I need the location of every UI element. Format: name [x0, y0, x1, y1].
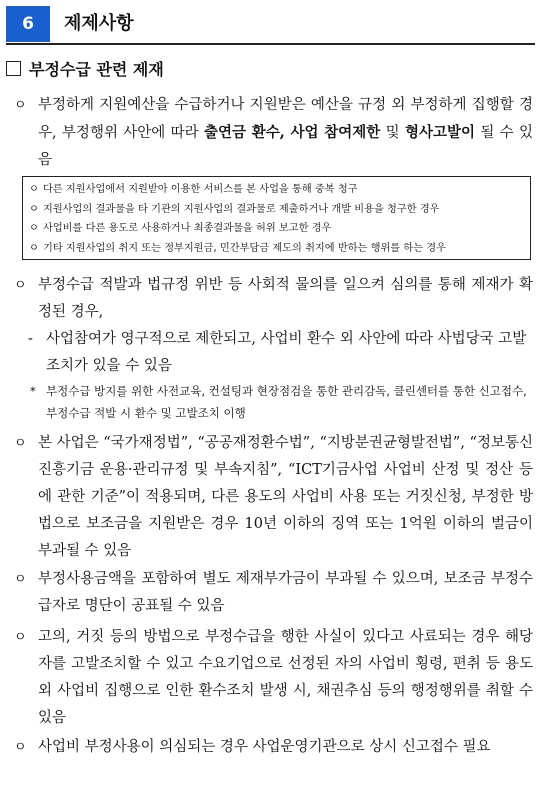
paragraph-6-text: 사업비 부정사용이 의심되는 경우 사업운영기관으로 상시 신고접수 필요 — [38, 739, 491, 755]
example-item — [29, 200, 524, 220]
paragraph-2-footnote-text: 부정수급 방지를 위한 사전교육, 컨설팅과 현장점검을 통한 관리감독, 클린센터를 통한 신고접수, 부정수급 적발 시 환수 및 고발조치 이행 — [46, 384, 527, 420]
example-item — [29, 239, 524, 259]
example-item — [29, 180, 524, 200]
bold-segment: 출연금 환수, 사업 참여제한 — [203, 124, 381, 141]
paragraph-6 — [14, 734, 533, 761]
bullet-circle-icon: ㅇ — [14, 740, 27, 755]
paragraph-5-text: 고의, 거짓 등의 방법으로 부정수급을 행한 사실이 있다고 사료되는 경우 해당자를 고발조치할 수 있고 수요기업으로 선정된 자의 사업비 횡령, 편취 등 용도 외 사업비 집행으로 인한 환수조치 발생 시, 채권추심 등의 행정행위를 취할 수 있음 — [38, 629, 533, 726]
section-title: 제제사항 — [64, 13, 134, 34]
paragraph-3 — [14, 430, 533, 565]
section-number: 6 — [6, 6, 50, 42]
example-item-text: 다른 지원사업에서 지원받아 이용한 서비스를 본 사업을 통해 중복 청구 — [43, 184, 358, 195]
text-segment: 될 수 있음 — [38, 125, 533, 168]
paragraph-2 — [14, 272, 533, 326]
paragraph-1 — [14, 92, 533, 174]
text-segment: 및 — [380, 125, 405, 141]
paragraph-5 — [14, 624, 533, 732]
paragraph-4-text: 부정사용금액을 포함하여 별도 제재부가금이 부과될 수 있으며, 보조금 부정수급자로 명단이 공표될 수 있음 — [38, 571, 533, 614]
text-segment: 부정하게 지원예산을 수급하거나 지원받은 예산을 규정 외 부정하게 집행할 경우, 부정행위 사안에 따라 — [38, 97, 533, 141]
bullet-circle-icon: ㅇ — [14, 630, 27, 645]
section-header — [0, 3, 543, 45]
bullet-circle-icon: ㅇ — [14, 572, 27, 587]
bullet-asterisk: * — [30, 384, 36, 398]
bullet-circle-icon: ㅇ — [14, 98, 27, 113]
example-item-text: 사업비를 다른 용도로 사용하거나 최종결과물을 허위 보고한 경우 — [43, 223, 332, 234]
bullet-circle-icon: ㅇ — [14, 278, 27, 293]
paragraph-2-subitem — [28, 326, 533, 380]
header-divider — [6, 43, 535, 45]
bullet-circle-icon: ㅇ — [29, 242, 39, 254]
paragraph-2-subitem-text: 사업참여가 영구적으로 제한되고, 사업비 환수 외 사안에 따라 사법당국 고발조치가 있을 수 있음 — [46, 331, 527, 374]
checkbox-square-icon — [6, 61, 21, 76]
bullet-circle-icon: ㅇ — [29, 203, 39, 215]
paragraph-2-footnote — [30, 380, 533, 424]
bullet-circle-icon: ㅇ — [29, 184, 39, 195]
paragraph-2-text: 부정수급 적발과 법규정 위반 등 사회적 물의를 일으켜 심의를 통해 제재가 확정된 경우, — [38, 277, 533, 320]
example-item — [29, 219, 524, 239]
example-box — [22, 176, 531, 260]
example-item-text: 기타 지원사업의 취지 또는 정부지원금, 민간부담금 제도의 취지에 반하는 행위를 하는 경우 — [43, 242, 446, 254]
subsection-title: 부정수급 관련 제재 — [29, 60, 164, 79]
bullet-circle-icon: ㅇ — [29, 223, 39, 234]
paragraph-3-text: 본 사업은 “국가재정법”, “공공재정환수법”, “지방분권균형발전법”, “정보통신진흥기금 운용·관리규정 및 부속지침”, “ICT기금사업 사업비 산정 및 정산 등에 관한 기준”이 적용되며, 다른 용도의 사업비 사용 또는 거짓신청, 부정한 방법으로 보조금을 지원받은 경우 10년 이하의 징역 또는 1억원 이하의 벌금이 부과될 수 있음 — [38, 435, 533, 559]
bullet-dash: - — [28, 331, 33, 347]
bold-segment: 형사고발이 — [404, 124, 476, 141]
example-item-text: 지원사업의 결과물을 타 기관의 지원사업의 결과물로 제출하거나 개발 비용을 청구한 경우 — [43, 203, 440, 215]
paragraph-4 — [14, 566, 533, 620]
paragraph-1-text — [38, 92, 533, 174]
bullet-circle-icon: ㅇ — [14, 436, 27, 451]
subsection-heading — [6, 56, 164, 84]
